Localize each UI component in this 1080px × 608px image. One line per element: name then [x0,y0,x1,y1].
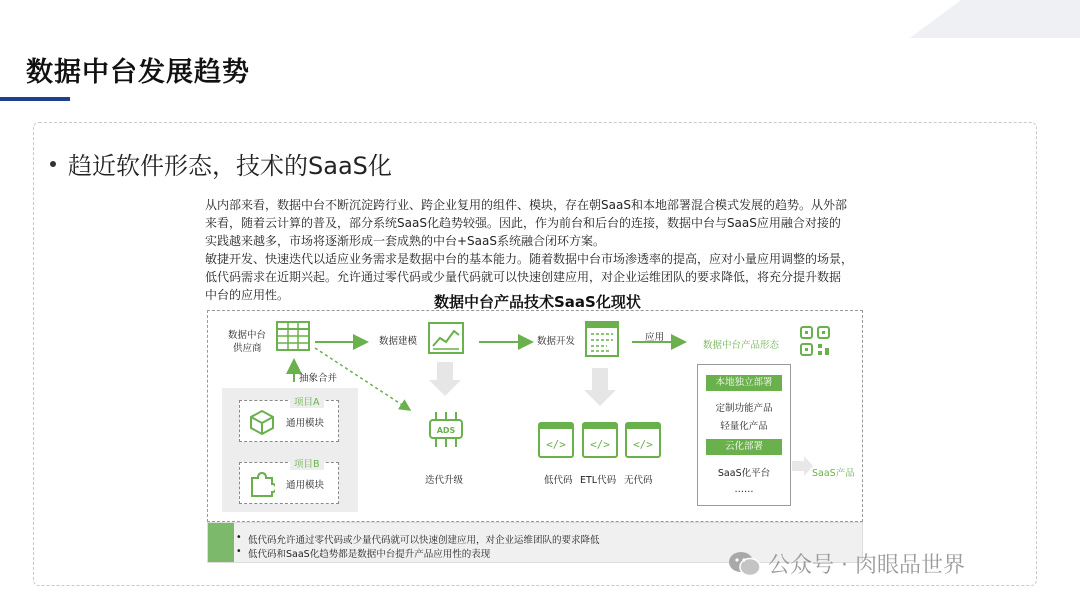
puzzle-icon [249,471,275,497]
table-icon [276,321,310,351]
no-code-icon [625,422,661,458]
paragraph-line: 实践越来越多，市场将逐渐形成一套成熟的中台+SaaS系统融合闭环方案。 [205,234,605,248]
paragraph-line: 低代码需求在近期兴起。允许通过零代码或少量代码就可以快速创建应用，对企业运维团队的要求降低，将充分提升数据 [205,270,842,284]
data-dev-label: 数据开发 [537,336,576,347]
deployment-panel [697,364,791,506]
project-b-inner [239,459,339,504]
project-a-inner [239,397,339,442]
watermark [728,548,965,579]
product-form-label: 数据中台产品形态 [703,340,780,351]
code-doc-icon [585,321,619,357]
abstract-merge-label: 抽象合并 [299,373,338,384]
saas-product-label: SaaS产品 [812,468,855,479]
saas-platform-label: SaaS化平台 [717,468,771,479]
paragraph-line: 来看，随着云计算的普及，部分系统SaaS化趋势较强。因此，作为前台和后台的连接，数据中台与SaaS应用融合对接的 [205,216,841,230]
cloud-deploy-bar: 云化部署 [706,439,782,455]
etl-code-label: ETL代码 [580,475,617,486]
chart-icon [428,322,464,354]
svg-text:</>: </> [590,438,610,451]
cube-icon [249,409,275,435]
svg-text:</>: </> [633,438,653,451]
wechat-icon [728,550,762,578]
title-underline [0,97,70,101]
watermark-text: 公众号 · 肉眼品世界 [768,553,965,578]
down-arrow-modeling [429,362,461,396]
ads-gear-icon [424,410,468,450]
low-code-icon [538,422,574,458]
arrow-to-saas [792,456,813,476]
corner-decoration [910,0,1080,38]
common-module-label: 通用模块 [286,480,325,491]
page-title: 数据中台发展趋势 [26,57,250,88]
local-deploy-bar: 本地独立部署 [706,375,782,391]
note-item: • 低代码和SaaS化趋势都是数据中台提升产品应用性的表现 [248,546,490,560]
application-label: 应用 [645,332,665,343]
ellipsis-label: …… [734,484,754,495]
supplier-label-line2: 供应商 [233,343,262,354]
common-module-label: 通用模块 [286,418,325,429]
etl-code-icon [582,422,618,458]
paragraph-line: 从内部来看，数据中台不断沉淀跨行业、跨企业复用的组件、模块，存在朝SaaS和本地部署混合模式发展的趋势。从外部 [205,198,847,212]
low-code-label: 低代码 [544,475,573,486]
light-product-label: 轻量化产品 [720,421,768,432]
qr-code-icon [800,326,830,356]
paragraph-line: 中台的应用性。 [205,288,290,302]
no-code-label: 无代码 [624,475,653,486]
project-a-label: 项目A [290,394,324,408]
bullet-text: 趋近软件形态，技术的SaaS化 [68,152,392,180]
project-b-box [222,450,358,512]
down-arrow-dev [584,368,616,406]
diagram-title: 数据中台产品技术SaaS化现状 [434,293,641,311]
bullet-dot [50,161,56,167]
svg-text:</>: </> [546,438,566,451]
project-a-box [222,388,358,450]
bullet-heading [50,146,392,181]
note-item: • 低代码允许通过零代码或少量代码就可以快速创建应用，对企业运维团队的要求降低 [248,532,600,546]
data-modeling-label: 数据建模 [379,336,418,347]
custom-product-label: 定制功能产品 [715,403,773,414]
project-b-label: 项目B [290,456,324,470]
ads-label: ADS [436,426,456,435]
paragraph-line: 敏捷开发、快速迭代以适应业务需求是数据中台的基本能力。随着数据中台市场渗透率的提高，应对小量应用调整的场景， [205,252,854,266]
supplier-label-line1: 数据中台 [228,330,267,341]
iterate-label: 迭代升级 [425,475,464,486]
notes-accent-bar [208,523,234,562]
description-paragraph [205,196,865,304]
